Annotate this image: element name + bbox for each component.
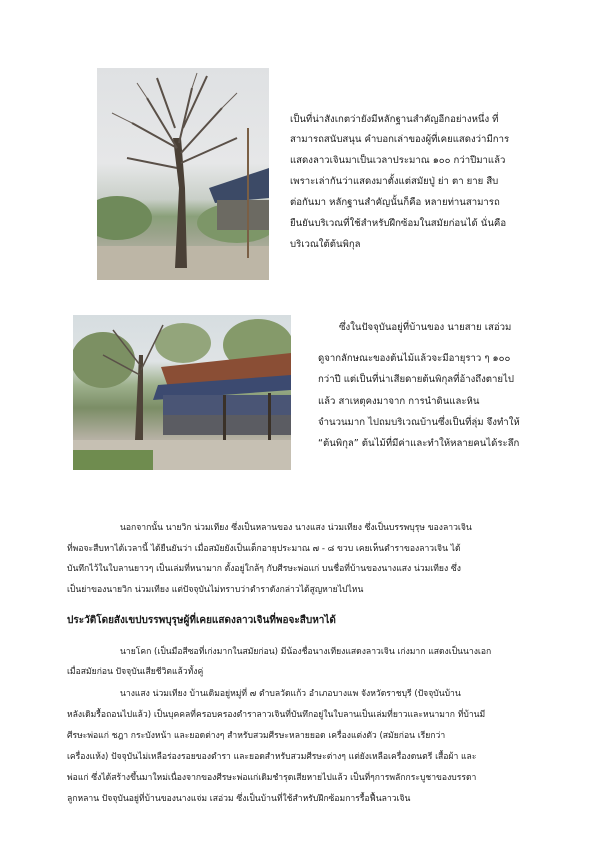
text-line: เป็นที่น่าสังเกตว่ายังมีหลักฐานสำคัญอีกอย่างหนึ่ง ที่ [290, 114, 499, 125]
text-line: ยืนยันบริเวณที่ใช้สำหรับฝึกซ้อมในสมัยก่อนได้ นั่นคือ [290, 218, 507, 229]
text-line: แสดงลาวเจินมาเป็นเวลาประมาณ ๑๐๐ กว่าปีมาแล้ว [290, 155, 506, 166]
photo-house [73, 315, 291, 470]
text-line: พ่อแก่ ซึ่งได้สร้างขึ้นมาใหม่เนื่องจากของศีรษะพ่อแก่เดิมชำรุดเสียหายไปแล้ว เป็นที่ๆการพลักกระบูชาของบรรดา [67, 773, 477, 783]
text-line: จำนวนมาก ไปถมบริเวณบ้านซึ่งเป็นที่ลุ่ม จึงทำให้ [318, 417, 520, 428]
text-line: ดูจากลักษณะของต้นไม้แล้วจะมีอายุราว ๆ ๑๐๐ [318, 353, 511, 364]
photo-pikul-tree [97, 68, 269, 280]
text-line: เป็นย่าของนายวิก น่วมเทียง แต่ปัจจุบันไม่ทราบว่าตำราดังกล่าวได้สูญหายไปไหน [67, 585, 364, 595]
text-line: นอกจากนั้น นายวิก น่วมเทียง ซึ่งเป็นหลานของ นางแสง น่วมเทียง ซึ่งเป็นบรรพบุรุษ ของลาวเจิน [120, 523, 472, 533]
house-photo-illustration [73, 315, 291, 470]
text-line: นางแสง น่วมเทียง บ้านเดิมอยู่หมู่ที่ ๗ ตำบลวัดแก้ว อำเภอบางแพ จังหวัดราชบุรี (ปัจจุบันบ้าน [120, 689, 461, 699]
section-heading: ประวัติโดยสังเขปบรรพบุรุษผู้ที่เคยแสดงลาวเจินที่พอจะสืบหาได้ [67, 615, 336, 626]
tree-photo-illustration [97, 68, 269, 280]
text-line: “ต้นพิกุล” ต้นไม้ที่มีค่าและทำให้หลายคนได้ระลึก [318, 438, 520, 449]
text-line: สามารถสนับสนุน คำบอกเล่าของผู้ที่เคยแสดงว่ามีการ [290, 134, 510, 145]
text-line: เมื่อสมัยก่อน ปัจจุบันเสียชีวิตแล้วทั้งคู่ [67, 667, 204, 677]
text-line: ที่พอจะสืบหาได้เวลานี้ ได้ยืนยันว่า เมื่อสมัยยังเป็นเด็กอายุประมาณ ๗ - ๘ ขวบ เคยเห็นตำราของลาวเจิน ได้ [67, 544, 461, 554]
text-line: ศีรษะพ่อแก่ ชฎา กระบังหน้า และยอดต่างๆ สำหรับสวมศีรษะหลายยอด เครื่องแต่งตัว (สมัยก่อน เรียกว่า [67, 731, 446, 741]
text-line: ต่อกันมา หลักฐานสำคัญนั้นก็คือ หลายท่านสามารถ [290, 197, 500, 208]
text-line: กว่าปี แต่เป็นที่น่าเสียดายต้นพิกุลที่อ้างถึงตายไป [318, 374, 514, 385]
text-line: ลูกหลาน ปัจจุบันอยู่ที่บ้านของนางแจ่ม เสอ่วม ซึ่งเป็นบ้านที่ใช้สำหรับฝึกซ้อมการรื้อฟื้นลาวเจิน [67, 794, 411, 804]
text-line: แล้ว สาเหตุคงมาจาก การนำดินและหิน [318, 396, 480, 407]
text-line: เพราะเล่ากันว่าแสดงมาตั้งแต่สมัยปู่ ย่า ตา ยาย สืบ [290, 176, 499, 187]
text-line: บันทึกไว้ในใบลานยาวๆ เป็นเล่มที่หนามาก ตั้งอยู่ใกล้ๆ กับศีรษะพ่อแก่ บนชื่อที่บ้านของนางแสง น่วมเทียง ซึ่ง [67, 564, 461, 574]
text-line: เครื่องแห้ง) ปัจจุบันไม่เหลือร่องรอยของตำรา และยอดสำหรับสวมศีรษะต่างๆ แต่ยังเหลือเครื่องดนตรี เสื้อผ้า และ [67, 752, 477, 762]
text-line: บริเวณใต้ต้นพิกุล [290, 239, 361, 250]
text-line: หลังเดิมรื้อถอนไปแล้ว) เป็นบุคคลที่ครอบครองตำราลาวเจินที่บันทึกอยู่ในใบลานเป็นเล่มที่ยาวและหนามาก ที่บ้านมี [67, 710, 486, 720]
text-line: นายโคก (เป็นมือสีซอที่เก่งมากในสมัยก่อน) มีน้องชื่อนางเทียงแสดงลาวเจิน เก่งมาก แสดงเป็นนางเอก [120, 647, 492, 657]
paragraph-2-heading: ซึ่งในปัจจุบันอยู่ที่บ้านของ นายสาย เสอ่วม [339, 322, 512, 333]
